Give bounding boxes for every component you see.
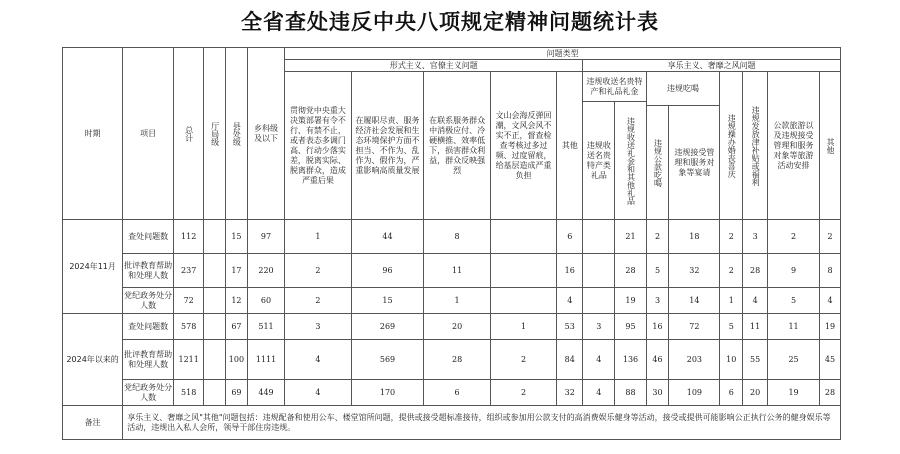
statistics-table	[62, 47, 841, 440]
row-item: 党纪政务处分人数	[123, 288, 174, 314]
cell-g2: 95	[615, 314, 646, 340]
cell-f1: 2	[285, 254, 351, 288]
cell-ting	[204, 288, 226, 314]
cell-xian: 67	[226, 314, 248, 340]
cell-ting	[204, 380, 226, 406]
row-item: 查处问题数	[123, 220, 174, 254]
ting-header-text: 厅局级	[210, 121, 220, 146]
cell-f2: 170	[351, 380, 424, 406]
formalism-cat-2-header: 在履职尽责、服务经济社会发展和生态环境保护方面不担当、不作为、乱作为、假作为，严重影响高质量发展	[351, 72, 424, 220]
subsidy-header-text: 违规发放津补贴或福利	[751, 105, 761, 186]
cell-hedonism-other: 2	[820, 220, 841, 254]
cell-subsidy: 20	[743, 380, 768, 406]
cell-e1: 5	[646, 254, 669, 288]
cell-f4: 1	[490, 314, 556, 340]
formalism-other-header: 其他	[557, 72, 583, 220]
cell-travel: 2	[768, 220, 820, 254]
cell-e1: 2	[646, 220, 669, 254]
cell-e1: 46	[646, 340, 669, 380]
gifts-2-header-text: 违规收送礼金和其他礼品	[626, 116, 636, 205]
cell-subsidy: 28	[743, 254, 768, 288]
cell-g1	[583, 288, 615, 314]
marriage-header	[720, 72, 743, 220]
cell-xian: 17	[226, 254, 248, 288]
cell-travel: 19	[768, 380, 820, 406]
cell-g1	[583, 254, 615, 288]
cell-total: 72	[174, 288, 204, 314]
cell-f3: 20	[424, 314, 490, 340]
cell-ting	[204, 254, 226, 288]
cell-f4: 2	[490, 380, 556, 406]
subsidy-header	[743, 72, 768, 220]
eat-1-header	[646, 106, 669, 220]
cell-f1: 1	[285, 220, 351, 254]
row-item: 查处问题数	[123, 314, 174, 340]
cell-formalism-other: 84	[557, 340, 583, 380]
cell-marriage: 1	[720, 288, 743, 314]
eat-1-header-text: 违规公款吃喝	[653, 138, 663, 187]
cell-marriage: 6	[720, 380, 743, 406]
cell-xiang: 511	[247, 314, 284, 340]
xian-header	[226, 48, 248, 220]
cell-travel: 5	[768, 288, 820, 314]
cell-travel: 9	[768, 254, 820, 288]
ting-header	[204, 48, 226, 220]
cell-subsidy: 4	[743, 288, 768, 314]
cell-marriage: 5	[720, 314, 743, 340]
cell-xiang: 1111	[247, 340, 284, 380]
note-text: 享乐主义、奢靡之风"其他"问题包括：违规配备和使用公车、楼堂馆所问题，提供或接受超标准接待，组织或参加用公款支付的高消费娱乐健身等活动，接受或提供可能影响公正执行公务的健身娱乐等活动，违规出入私人会所，领导干部住房违规。	[123, 406, 841, 440]
cell-xian: 15	[226, 220, 248, 254]
cell-total: 1211	[174, 340, 204, 380]
cell-xiang: 449	[247, 380, 284, 406]
cell-e2: 14	[669, 288, 720, 314]
table-row	[63, 340, 841, 380]
note-label: 备注	[63, 406, 123, 440]
cell-hedonism-other: 19	[820, 314, 841, 340]
cell-xian: 69	[226, 380, 248, 406]
cell-travel: 25	[768, 340, 820, 380]
period-label: 2024年以来的	[63, 314, 123, 406]
item-header: 项目	[123, 48, 174, 220]
cell-f4	[490, 220, 556, 254]
formalism-cat-1-header: 贯彻党中央重大决策部署有令不行、有禁不止，或者表态多调门高、行动少落实差，脱离实际、脱离群众，造成严重后果	[285, 72, 351, 220]
table-row	[63, 288, 841, 314]
cell-f3: 11	[424, 254, 490, 288]
cell-f3: 28	[424, 340, 490, 380]
table-row	[63, 254, 841, 288]
cell-xian: 100	[226, 340, 248, 380]
cell-marriage: 2	[720, 254, 743, 288]
cell-f4	[490, 254, 556, 288]
cell-f2: 569	[351, 340, 424, 380]
cell-f2: 44	[351, 220, 424, 254]
cell-ting	[204, 220, 226, 254]
table-row	[63, 380, 841, 406]
cell-hedonism-other: 28	[820, 380, 841, 406]
marriage-header-text: 违规操办婚丧喜庆	[727, 113, 737, 178]
gifts-2-header	[615, 102, 646, 220]
cell-f2: 269	[351, 314, 424, 340]
cell-g1: 3	[583, 314, 615, 340]
cell-total: 112	[174, 220, 204, 254]
cell-total: 578	[174, 314, 204, 340]
cell-f1: 4	[285, 340, 351, 380]
travel-header: 公款旅游以及违规接受管理和服务对象等旅游活动安排	[768, 72, 820, 220]
cell-formalism-other: 16	[557, 254, 583, 288]
hedonism-header: 享乐主义、奢靡之风问题	[583, 60, 841, 72]
cell-e1: 3	[646, 288, 669, 314]
cell-subsidy: 55	[743, 340, 768, 380]
cell-e1: 16	[646, 314, 669, 340]
cell-f2: 15	[351, 288, 424, 314]
eat-group-header: 违规吃喝	[646, 72, 720, 106]
cell-g1: 4	[583, 380, 615, 406]
xiang-header: 乡科级及以下	[247, 48, 284, 220]
cell-subsidy: 11	[743, 314, 768, 340]
note-row	[63, 406, 841, 440]
total-header-text: 总计	[184, 125, 194, 142]
cell-f3: 1	[424, 288, 490, 314]
cell-g2: 136	[615, 340, 646, 380]
cell-f4	[490, 288, 556, 314]
xian-header-text: 县处级	[232, 121, 242, 146]
cell-subsidy: 3	[743, 220, 768, 254]
formalism-header: 形式主义、官僚主义问题	[285, 60, 583, 72]
cell-g2: 88	[615, 380, 646, 406]
cell-f1: 4	[285, 380, 351, 406]
eat-2-header: 违规接受管理和服务对象等宴请	[669, 106, 720, 220]
gifts-group-header: 违规收送名贵特产和礼品礼金	[583, 72, 646, 102]
cell-total: 237	[174, 254, 204, 288]
cell-xiang: 60	[247, 288, 284, 314]
cell-f3: 6	[424, 380, 490, 406]
header-row-1	[63, 48, 841, 60]
cell-formalism-other: 6	[557, 220, 583, 254]
cell-e1: 30	[646, 380, 669, 406]
table-row	[63, 220, 841, 254]
cell-ting	[204, 340, 226, 380]
cell-ting	[204, 314, 226, 340]
cell-f3: 8	[424, 220, 490, 254]
hedonism-other-header	[820, 72, 841, 220]
cell-marriage: 2	[720, 220, 743, 254]
cell-g2: 28	[615, 254, 646, 288]
cell-f1: 2	[285, 288, 351, 314]
cell-g2: 19	[615, 288, 646, 314]
row-item: 党纪政务处分人数	[123, 380, 174, 406]
cell-hedonism-other: 45	[820, 340, 841, 380]
page-title: 全省查处违反中央八项规定精神问题统计表	[241, 9, 659, 34]
total-header	[174, 48, 204, 220]
cell-formalism-other: 53	[557, 314, 583, 340]
cell-e2: 72	[669, 314, 720, 340]
cell-f2: 96	[351, 254, 424, 288]
cell-g2: 21	[615, 220, 646, 254]
formalism-cat-4-header: 文山会海反弹回潮，文风会风不实不正，督查检查考核过多过频、过度留痕，给基层造成严重负担	[490, 72, 556, 220]
cell-xiang: 97	[247, 220, 284, 254]
cell-e2: 109	[669, 380, 720, 406]
table-row	[63, 314, 841, 340]
period-header: 时期	[63, 48, 123, 220]
cell-f4: 2	[490, 340, 556, 380]
problem-type-header: 问题类型	[285, 48, 841, 60]
row-item: 批评教育帮助和处理人数	[123, 340, 174, 380]
cell-xian: 12	[226, 288, 248, 314]
cell-hedonism-other: 4	[820, 288, 841, 314]
cell-e2: 32	[669, 254, 720, 288]
hedonism-other-header-text: 其他	[826, 137, 835, 154]
cell-formalism-other: 32	[557, 380, 583, 406]
cell-g1: 4	[583, 340, 615, 380]
cell-g1	[583, 220, 615, 254]
period-label: 2024年11月	[63, 220, 123, 314]
cell-marriage: 10	[720, 340, 743, 380]
cell-f1: 3	[285, 314, 351, 340]
cell-xiang: 220	[247, 254, 284, 288]
cell-formalism-other: 4	[557, 288, 583, 314]
cell-travel: 11	[768, 314, 820, 340]
cell-e2: 203	[669, 340, 720, 380]
cell-e2: 18	[669, 220, 720, 254]
formalism-cat-3-header: 在联系服务群众中消极应付、冷硬横推、效率低下，损害群众利益，群众反映强烈	[424, 72, 490, 220]
gifts-1-header: 违规收送名贵特产类礼品	[583, 102, 615, 220]
cell-total: 518	[174, 380, 204, 406]
cell-hedonism-other: 8	[820, 254, 841, 288]
row-item: 批评教育帮助和处理人数	[123, 254, 174, 288]
